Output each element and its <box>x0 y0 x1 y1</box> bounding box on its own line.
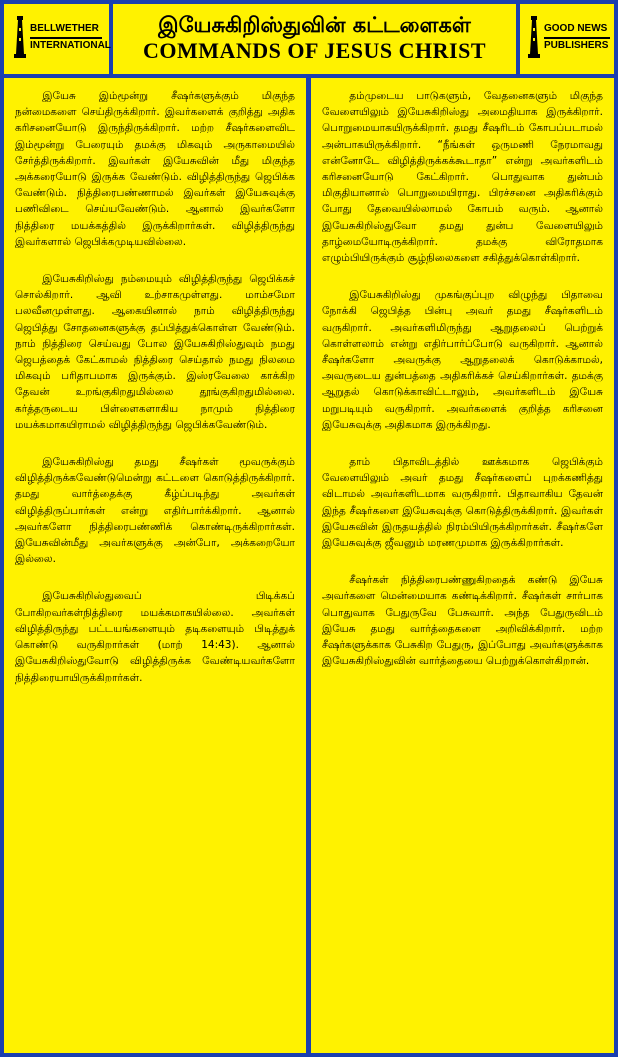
bellwether-logo-text: BELLWETHER INTERNATIONAL <box>30 23 111 51</box>
paragraph: இயேசுகிறிஸ்து தமது சீஷர்கள் மூவருக்கும் விழித்திருக்கவேண்டுமென்று கட்டளை கொடுத்திருக்கிறார். தமது வார்த்தைக்கு கீழ்ப்படிந்து அவர்கள் விழித்திருப்பார்கள் என்று எதிர்பார்க்கிறார். ஆனால் அவர்களோ நித்திரைபண்ணிக் கொண்டிருக்கிறார்கள். இயேசுவின்மீது அவர்களுக்கு அன்போ, அக்கறையோ இல்லை. <box>15 456 295 566</box>
bellwether-logo <box>4 4 109 74</box>
lighthouse-icon <box>12 16 28 64</box>
paragraph: இயேசு இம்மூன்று சீஷர்களுக்கும் மிகுந்த நன்மைகளை செய்திருக்கிறார். இவர்களைக் குறித்து அதிக கரிசனையோடு இருந்திருக்கிறார். மற்ற சீஷர்களைவிட இம்மூன்று பேரையும் தமக்கு மிகவும் அருகாமையில் சேர்த்திருக்கிறார். இவர்கள் இயேசுவின் மீது மிகுந்த அக்கரையோடு இருக்க வேண்டும். விழித்திருந்து ஜெபிக்க வேண்டும். நித்திரைபண்ணாமல் இவர்கள் இயேசுவுக்கு பணிவிடை செய்யவேண்டும். ஆனால் இவர்களோ நித்திரை மயக்கத்தில் இருக்கிறார்கள். விழித்திருந்து இவர்களால் ஜெபிக்கமுடியவில்லை. <box>15 90 295 248</box>
paragraph: இயேசுகிறிஸ்து முகங்குப்புற விழுந்து பிதாவை நோக்கி ஜெபித்த பின்பு அவர் தமது சீஷர்களிடம் வருகிறார். அவர்களிமிருந்து ஆறுதலைப் பெற்றுக் கொள்ளலாம் என்று எதிர்பார்ப்போடு வருகிறார். ஆனால் சீஷர்களோ அவருக்கு ஆறுதலைக் கொடுக்காமல், அவருடைய துன்பத்தை அதிகரிக்கச் செய்கிறார்கள். தமக்கு ஆறுதல் கொடுக்காவிட்டாலும், அவர்களிடம் இயேசு மறுபடியும் வருகிறார். அவர்களைக் குறித்த கரிசனை இயேசுவுக்கு அதிகமாக இருக்கிறது. <box>322 289 603 431</box>
left-column <box>4 78 306 1053</box>
paragraph: இயேசுகிறிஸ்து நம்மையும் விழித்திருந்து ஜெபிக்கச் சொல்கிறார். ஆவி உற்சாகமுள்ளது. மாம்சமோ பலவீனமுள்ளது. ஆகையினால் நாம் விழித்திருந்து ஜெபித்து சோதனைகளுக்கு தப்பித்துக்கொள்ள வேண்டும். நாம் நித்திரை செய்வது போல இயேசுகிறிஸ்துவும் நமது ஜெபத்தைக் கேட்காமல் நித்திரை செய்தால் நமது நிலமை மிகவும் பரிதாபமாக இருக்கும். இஸ்ரவேலை காக்கிற தேவன் உறங்குகிறதுமில்லை தூங்குகிறதுமில்லை. கர்த்தருடைய பிள்ளைகளாகிய நாமும் நித்திரை மயக்கமாகயிராமல் விழித்திருந்து ஜெபிக்கவேண்டும். <box>15 273 295 431</box>
right-column <box>311 78 614 1053</box>
page-title-english: COMMANDS OF JESUS CHRIST <box>142 38 487 63</box>
paragraph: இயேசுகிறிஸ்துவைப் பிடிக்கப் போகிறவர்கள்நித்திரை மயக்கமாகயில்லை. அவர்கள் விழித்திருந்து பட்டயங்களையும் தடிகளையும் பிடித்துக் கொண்டு வருகிறார்கள் (மாற் 14:43). ஆனால் இயேசுகிறிஸ்துவோடு விழித்திருக்க வேண்டியவர்களோ நித்திரையாயிருக்கிறார்கள். <box>15 590 295 684</box>
good-news-logo <box>520 4 614 74</box>
good-news-logo-text: GOOD NEWS PUBLISHERS <box>544 23 609 51</box>
lighthouse-icon <box>526 16 542 64</box>
page-title-tamil: இயேசுகிறிஸ்துவின் கட்டளைகள் <box>158 13 471 37</box>
paragraph: தாம் பிதாவிடத்தில் ஊக்கமாக ஜெபிக்கும் வேளையிலும் அவர் தமது சீஷர்களைப் புறக்கணித்து விடாமல் அவர்களிடமாக வருகிறார். பிதாவாகிய தேவன் இந்த சீஷர்களை இயேசுவுக்கு கொடுத்திருக்கிறார். இவர்கள் இயேசுவின் இருதயத்தில் நிரம்பியிருக்கிறார்கள். சீஷர்களே இயேசுவுக்கு ஜீவனும் மரணமுமாக இருக்கிறார்கள். <box>322 456 603 550</box>
title-banner <box>113 4 516 74</box>
paragraph: தம்முடைய பாடுகளும், வேதனைகளும் மிகுந்த வேளையிலும் இயேசுகிறிஸ்து அமைதியாக இருக்கிறார். பொறுமையாகயிருக்கிறார். தமது சீஷரிடம் கோபப்படாமல் அன்பாகயிருக்கிறார். “நீங்கள் ஒருமணி நேரமாவது என்னோடே விழித்திருக்கக்கூடாதா” என்று அவர்களிடம் கரிசனையோடு கேட்கிறார். பொதுவாக துன்பம் மிகுதியானால் பொறுமையிராது. பிரச்சனை அதிகரிக்கும் போது தேவையில்லாமல் கோபம் வரும். ஆனால் இயேசுகிறிஸ்துவோ தமது துன்ப வேளையிலும் தாழ்மையோடிருக்கிறார். தமக்கு விரோதமாக எழும்பியிருக்கும் சூழ்நிலைகளை சகித்துக்கொள்கிறார். <box>322 90 603 265</box>
paragraph: சீஷர்கள் நித்திரைபண்ணுகிறதைக் கண்டு இயேசு அவர்களை மென்மையாக கண்டிக்கிறார். சீஷர்கள் சார்பாக பொதுவாக பேதுருவே பேசுவார். அந்த பேதுருவிடம் இயேசு தமது வார்த்தைகளை அறிவிக்கிறார். மற்ற சீஷர்களுக்காக பேசுகிற பேதுரு, இப்போது அவர்களுக்காக இயேசுகிறிஸ்துவின் வார்த்தையை பெற்றுக்கொள்கிறான். <box>322 574 603 668</box>
